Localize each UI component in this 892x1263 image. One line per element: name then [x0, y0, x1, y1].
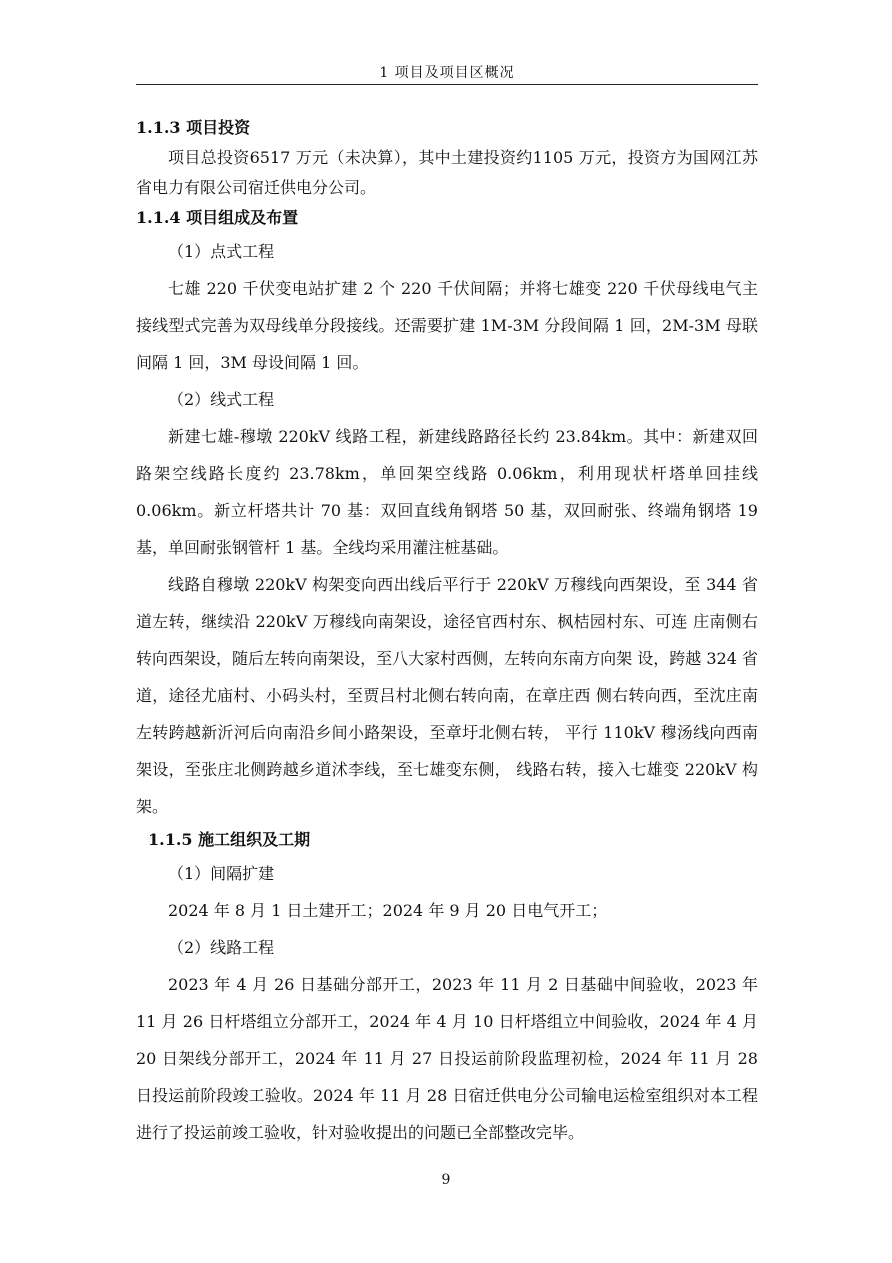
- header-rule: [136, 84, 758, 85]
- section-heading-1-1-3: 1.1.3 项目投资: [136, 118, 251, 137]
- line-works-paragraph: 新建七雄-穆墩 220kV 线路工程，新建线路路径长约 23.84km。其中：新建双回路架空线路长度约 23.78km，单回架空线路 0.06km，利用现状杆塔单回挂线0.06km。新立杆塔共计 70 基：双回直线角钢塔 50 基，双回耐张、终端角钢塔 19 基，单回耐张钢管杆 1 基。全线均采用灌注桩基础。: [136, 427, 758, 557]
- page-number: 9: [441, 1172, 451, 1188]
- list-item-point-works: （1）点式工程: [168, 242, 275, 261]
- line-engineering-schedule-paragraph: 2023 年 4 月 26 日基础分部开工，2023 年 11 月 2 日基础中间验收，2023 年 11 月 26 日杆塔组立分部开工，2024 年 4 月 10 日杆塔组立中间验收，2024 年 4 月 20 日架线分部开工，2024 年 11 月 27 日投运前阶段监理初检，2024 年 11 月 28 日投运前阶段竣工验收。2024 年 11 月 28 日宿迁供电分公司输电运检室组织对本工程进行了投运前竣工验收，针对验收提出的问题已全部整改完毕。: [136, 975, 758, 1142]
- point-works-paragraph: 七雄 220 千伏变电站扩建 2 个 220 千伏间隔；并将七雄变 220 千伏母线电气主接线型式完善为双母线单分段接线。还需要扩建 1M-3M 分段间隔 1 回，2M-3M 母联间隔 1 回，3M 母设间隔 1 回。: [136, 279, 758, 372]
- page-content: [136, 113, 758, 1151]
- list-item-line-engineering: （2）线路工程: [168, 938, 275, 957]
- section-heading-1-1-5: 1.1.5 施工组织及工期: [148, 830, 311, 849]
- list-item-bay-expansion: （1）间隔扩建: [168, 864, 275, 883]
- section-heading-1-1-4: 1.1.4 项目组成及布置: [136, 208, 299, 227]
- investment-paragraph: 项目总投资6517 万元（未决算），其中土建投资约1105 万元，投资方为国网江苏省电力有限公司宿迁供电分公司。: [136, 148, 758, 197]
- running-header: 1 项目及项目区概况: [379, 65, 515, 81]
- route-description-paragraph: 线路自穆墩 220kV 构架变向西出线后平行于 220kV 万穆线向西架设，至 344 省道左转，继续沿 220kV 万穆线向南架设，途径官西村东、枫桔园村东、可连 庄南侧右转向西架设，随后左转向南架设，至八大家村西侧，左转向东南方向架 设，跨越 324 省道，途径尤庙村、小码头村，至贾吕村北侧右转向南，在章庄西 侧右转向西，至沈庄南左转跨越新沂河后向南沿乡间小路架设，至章圩北侧右转， 平行 110kV 穆汤线向西南架设，至张庄北侧跨越乡道沭李线，至七雄变东侧， 线路右转，接入七雄变 220kV 构架。: [136, 575, 758, 816]
- bay-expansion-paragraph: 2024 年 8 月 1 日土建开工；2024 年 9 月 20 日电气开工；: [168, 901, 608, 920]
- list-item-line-works: （2）线式工程: [168, 390, 275, 409]
